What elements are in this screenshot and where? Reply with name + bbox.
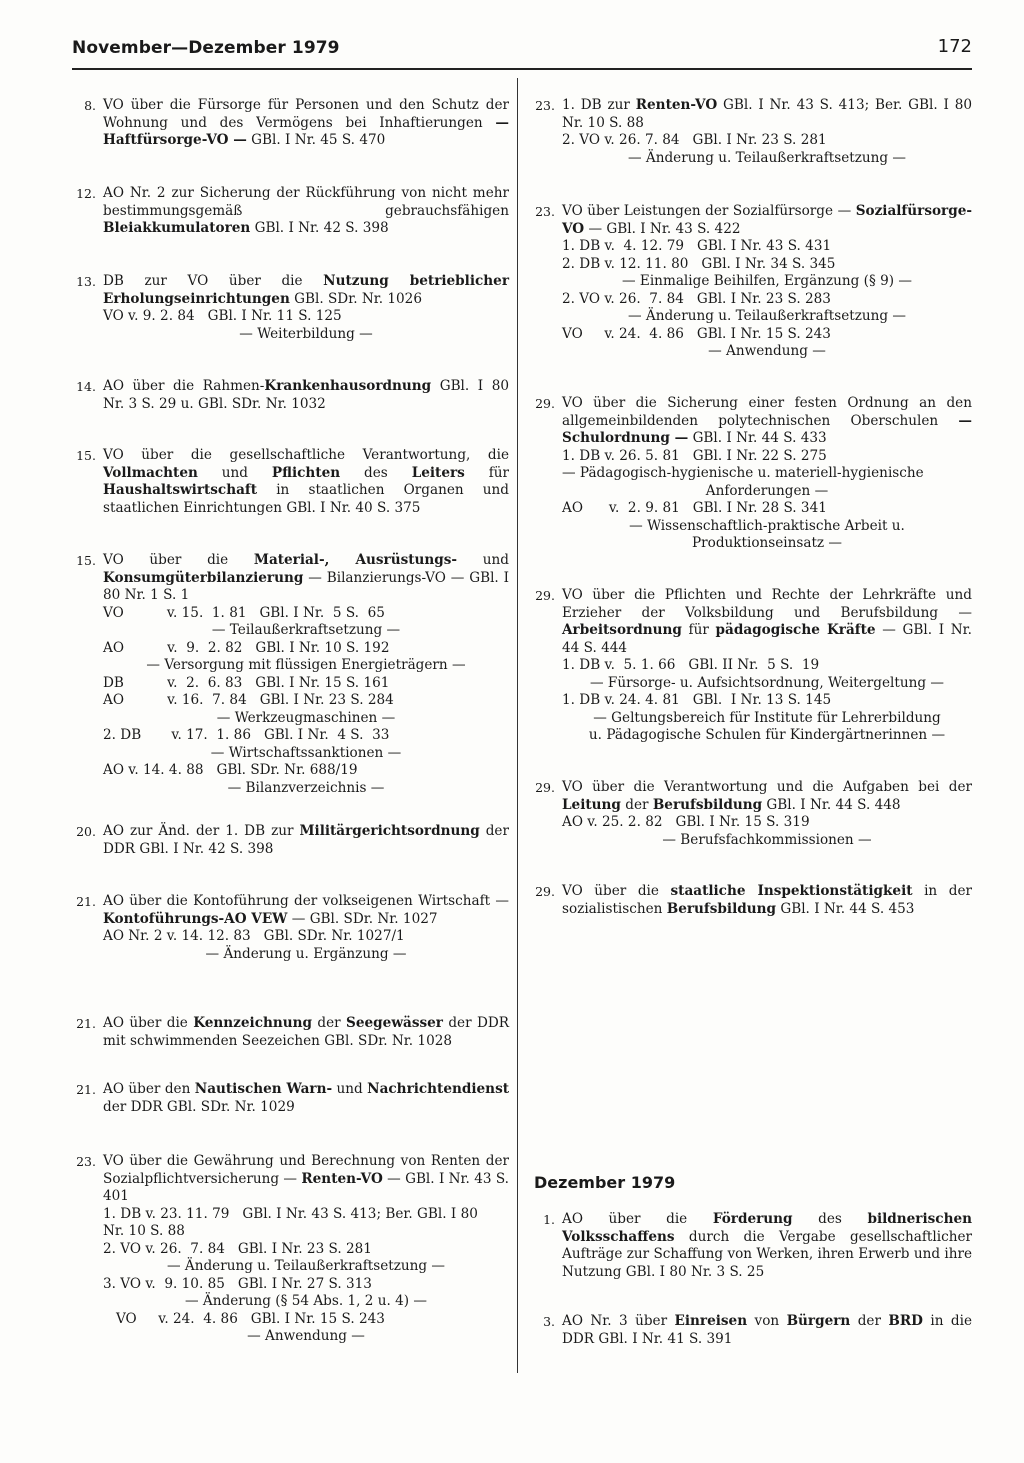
register-entry bbox=[72, 185, 509, 238]
entry-text: 1. DB zur bbox=[562, 97, 636, 113]
entry-keyword: — Haftfürsorge-VO — bbox=[103, 114, 509, 148]
entry-text: der bbox=[850, 1313, 889, 1329]
entry-text: AO über die Kontoführung der volkseigenen Wirtschaft — bbox=[103, 893, 509, 909]
entry-text: des bbox=[340, 464, 412, 481]
entry-note: — Bilanzverzeichnis — bbox=[227, 779, 385, 796]
entry-text: und bbox=[332, 1081, 368, 1097]
entry-amendment: VO v. 24. 4. 86 GBl. I Nr. 15 S. 243 bbox=[562, 325, 831, 342]
entry-text: VO über die bbox=[562, 883, 671, 899]
entry-keyword: Sozialfürsorge-VO bbox=[562, 203, 972, 237]
entry-note: — Änderung u. Teilaußerkraftsetzung — bbox=[627, 308, 906, 324]
entry-keyword: Nachrichtendienst bbox=[367, 1081, 509, 1097]
entry-title bbox=[103, 378, 509, 413]
entry-title bbox=[562, 97, 972, 132]
entry-text: VO über die Gewährung und Berechnung von Renten der Sozialpflichtversicherung — bbox=[103, 1153, 509, 1187]
entry-date-number: 21. bbox=[76, 894, 96, 909]
entry-amendment: 1. DB v. 23. 11. 79 GBl. I Nr. 43 S. 413; Ber. GBl. I 80 bbox=[103, 1205, 478, 1222]
entry-date-number: 29. bbox=[535, 396, 555, 411]
entry-date-number: 29. bbox=[535, 780, 555, 795]
entry-title bbox=[562, 1211, 972, 1281]
entry-keyword: Pflichten bbox=[271, 464, 341, 481]
entry-date-number: 3. bbox=[543, 1314, 555, 1329]
register-entry bbox=[531, 97, 972, 167]
entry-text: AO Nr. 3 über bbox=[562, 1313, 675, 1329]
entry-keyword: Leitung bbox=[562, 796, 621, 813]
entry-date-number: 23. bbox=[535, 98, 555, 113]
entry-title bbox=[562, 203, 972, 238]
entry-body bbox=[562, 883, 972, 918]
entry-note: — Änderung u. Teilaußerkraftsetzung — bbox=[166, 1258, 445, 1274]
entry-title bbox=[103, 185, 509, 238]
entry-text: und bbox=[197, 464, 272, 481]
entry-date-number: 15. bbox=[76, 553, 96, 568]
entry-amendment: AO v. 14. 4. 88 GBl. SDr. Nr. 688/19 bbox=[103, 762, 358, 778]
entry-body bbox=[103, 552, 509, 797]
entry-amendment: 2. VO v. 26. 7. 84 GBl. I Nr. 23 S. 281 bbox=[562, 132, 827, 148]
entry-body bbox=[562, 203, 972, 361]
entry-keyword: Leiters bbox=[411, 464, 465, 481]
entry-text: AO über die bbox=[562, 1211, 713, 1227]
entry-text: der bbox=[620, 796, 653, 813]
entry-keyword: Krankenhausordnung bbox=[264, 378, 432, 394]
entry-text: der DDR GBl. SDr. Nr. 1029 bbox=[103, 1098, 295, 1115]
entry-text: — GBl. I Nr. 43 S. 422 bbox=[584, 220, 741, 237]
entry-text: VO über die bbox=[103, 552, 254, 568]
entry-text: GBl. I Nr. 44 S. 448 bbox=[762, 796, 901, 813]
entry-amendment: VO v. 15. 1. 81 GBl. I Nr. 5 S. 65 bbox=[103, 604, 385, 621]
entry-title bbox=[103, 893, 509, 928]
page-number: 172 bbox=[937, 36, 972, 57]
entry-text: — GBl. SDr. Nr. 1027 bbox=[287, 910, 438, 927]
entry-keyword: Förderung bbox=[712, 1211, 793, 1227]
entry-date-number: 15. bbox=[76, 448, 96, 463]
entry-date-number: 14. bbox=[76, 379, 96, 394]
entry-keyword: Einreisen bbox=[674, 1313, 748, 1329]
entry-body bbox=[103, 1015, 509, 1050]
entry-title bbox=[562, 883, 972, 918]
entry-amendment: 1. DB v. 4. 12. 79 GBl. I Nr. 43 S. 431 bbox=[562, 238, 832, 254]
page-header bbox=[72, 34, 972, 70]
entry-amendment: AO v. 2. 9. 81 GBl. I Nr. 28 S. 341 bbox=[562, 500, 827, 516]
entry-amendment: 2. VO v. 26. 7. 84 GBl. I Nr. 23 S. 283 bbox=[562, 290, 831, 307]
entry-amendment: 2. DB v. 12. 11. 80 GBl. I Nr. 34 S. 345 bbox=[562, 255, 836, 272]
entry-body bbox=[562, 1313, 972, 1348]
entry-text: GBl. I Nr. 43 S. 413; Ber. GBl. I 80 Nr. 10 S. 88 bbox=[562, 97, 972, 131]
entry-keyword: Berufsbildung bbox=[652, 796, 763, 813]
entry-note: Anforderungen — bbox=[705, 482, 829, 499]
register-entry bbox=[72, 273, 509, 343]
entry-text: in die DDR GBl. I Nr. 41 S. 391 bbox=[562, 1313, 973, 1347]
entry-text: für bbox=[464, 464, 510, 481]
register-entry bbox=[72, 1081, 509, 1116]
entry-text: — Bilanzierungs-VO — GBl. I 80 Nr. 1 S. 1 bbox=[103, 569, 509, 603]
entry-keyword: Material-, Ausrüstungs- bbox=[253, 552, 458, 568]
entry-note: — Wirtschaftssanktionen — bbox=[210, 744, 402, 761]
entry-note: — Änderung (§ 54 Abs. 1, 2 u. 4) — bbox=[185, 1293, 427, 1309]
entry-text: von bbox=[747, 1313, 787, 1329]
register-entry bbox=[72, 823, 509, 858]
entry-note: Produktionseinsatz — bbox=[691, 535, 843, 551]
register-entry bbox=[72, 97, 509, 150]
entry-body bbox=[562, 779, 972, 849]
entry-body bbox=[103, 273, 509, 343]
entry-amendment: AO Nr. 2 v. 14. 12. 83 GBl. SDr. Nr. 1027/1 bbox=[103, 928, 405, 944]
entry-text: in der sozialistischen bbox=[562, 883, 972, 917]
entry-amendment: 2. DB v. 17. 1. 86 GBl. I Nr. 4 S. 33 bbox=[103, 727, 390, 743]
entry-body bbox=[103, 1081, 509, 1116]
entry-date-number: 29. bbox=[535, 884, 555, 899]
column-divider bbox=[517, 78, 518, 1373]
entry-date-number: 8. bbox=[84, 98, 96, 113]
entry-text: der DDR mit schwimmenden Seezeichen GBl. SDr. Nr. 1028 bbox=[103, 1015, 510, 1049]
register-entry bbox=[531, 779, 972, 849]
entry-text: GBl. I Nr. 42 S. 398 bbox=[250, 220, 389, 236]
entry-keyword: Renten-VO bbox=[635, 97, 718, 113]
register-entry bbox=[531, 395, 972, 553]
entry-note: — Anwendung — bbox=[247, 1328, 365, 1344]
entry-keyword: staatliche Inspektionstätigkeit bbox=[670, 883, 913, 899]
entry-text: VO über die Verantwortung und die Aufgaben bei der bbox=[562, 779, 972, 795]
entry-amendment: VO v. 9. 2. 84 GBl. I Nr. 11 S. 125 bbox=[103, 308, 342, 324]
entry-keyword: Nutzung betrieblicher Erholungseinrichtungen bbox=[103, 273, 509, 307]
entry-note: — Wissenschaftlich-praktische Arbeit u. bbox=[629, 517, 905, 534]
entry-note: — Fürsorge- u. Aufsichtsordnung, Weitergeltung — bbox=[590, 674, 944, 691]
entry-text: der DDR GBl. I Nr. 42 S. 398 bbox=[103, 823, 509, 857]
entry-amendment: DB v. 2. 6. 83 GBl. I Nr. 15 S. 161 bbox=[103, 674, 390, 691]
entry-keyword: Bleiakkumulatoren bbox=[103, 220, 251, 236]
entry-body bbox=[562, 1211, 972, 1281]
entry-keyword: Kontoführungs-AO VEW bbox=[103, 910, 288, 927]
entry-note: — Weiterbildung — bbox=[239, 325, 373, 342]
entry-text: GBl. I 80 Nr. 3 S. 29 u. GBl. SDr. Nr. 1032 bbox=[103, 378, 509, 412]
entry-title bbox=[103, 273, 509, 308]
entry-keyword: Militärgerichtsordnung bbox=[299, 823, 480, 839]
register-entry bbox=[531, 203, 972, 361]
entry-amendment: AO v. 9. 2. 82 GBl. I Nr. 10 S. 192 bbox=[103, 639, 390, 656]
entry-text: GBl. I Nr. 44 S. 453 bbox=[776, 900, 915, 917]
entry-text: durch die Vergabe gesellschaftlicher Aufträge zur Schaffung von Werken, ihren Erwerb und ihre Nutzung GBl. I 80 Nr. 3 S. 25 bbox=[562, 1228, 972, 1280]
register-entry bbox=[531, 1211, 972, 1281]
entry-keyword: pädagogische Kräfte bbox=[715, 622, 876, 638]
entry-title bbox=[103, 1081, 509, 1116]
entry-amendment: AO v. 16. 7. 84 GBl. I Nr. 23 S. 284 bbox=[103, 692, 394, 708]
entry-keyword: Seegewässer bbox=[346, 1015, 443, 1031]
entry-amendment: — Pädagogisch-hygienische u. materiell-hygienische bbox=[562, 465, 924, 481]
entry-keyword: Kennzeichnung bbox=[193, 1015, 313, 1031]
register-entry bbox=[531, 587, 972, 745]
entry-text: für bbox=[681, 622, 716, 638]
entry-text: und bbox=[457, 552, 509, 568]
entry-amendment: 2. VO v. 26. 7. 84 GBl. I Nr. 23 S. 281 bbox=[103, 1240, 372, 1257]
entry-keyword: — Schulordnung — bbox=[562, 412, 972, 446]
entry-keyword: bildnerischen Volksschaffens bbox=[562, 1211, 972, 1245]
entry-keyword: Renten-VO bbox=[301, 1170, 383, 1187]
entry-note: — Änderung u. Ergänzung — bbox=[205, 945, 407, 962]
entry-body bbox=[103, 893, 509, 963]
entry-date-number: 29. bbox=[535, 588, 555, 603]
entry-body bbox=[103, 823, 509, 858]
entry-amendment: AO v. 25. 2. 82 GBl. I Nr. 15 S. 319 bbox=[562, 814, 810, 830]
entry-text: — GBl. I Nr. 43 S. 401 bbox=[103, 1170, 510, 1204]
entry-body bbox=[103, 1153, 509, 1346]
entry-text: VO über die Sicherung einer festen Ordnung an den allgemeinbildenden polytechnischen Oberschulen bbox=[562, 395, 972, 429]
entry-title bbox=[562, 395, 972, 448]
entry-body bbox=[103, 185, 509, 238]
entry-text: VO über die Pflichten und Rechte der Lehrkräfte und Erzieher der Volksbildung und Berufsbildung — bbox=[562, 587, 972, 621]
entry-text: AO über die Rahmen- bbox=[103, 378, 265, 394]
entry-text: GBl. I Nr. 44 S. 433 bbox=[688, 430, 827, 446]
entry-text: — GBl. I Nr. 44 S. 444 bbox=[562, 622, 972, 656]
entry-amendment: 1. DB v. 24. 4. 81 GBl. I Nr. 13 S. 145 bbox=[562, 692, 832, 708]
entry-text: in staatlichen Organen und staatlichen Einrichtungen GBl. I Nr. 40 S. 375 bbox=[103, 482, 509, 516]
entry-date-number: 13. bbox=[76, 274, 96, 289]
entry-date-number: 21. bbox=[76, 1082, 96, 1097]
entry-title bbox=[103, 1015, 509, 1050]
entry-amendment: 3. VO v. 9. 10. 85 GBl. I Nr. 27 S. 313 bbox=[103, 1275, 372, 1292]
entry-date-number: 12. bbox=[76, 186, 96, 201]
entry-keyword: Bürgern bbox=[786, 1313, 851, 1329]
entry-text: DB zur VO über die bbox=[103, 273, 324, 289]
entry-body bbox=[103, 378, 509, 413]
entry-text: AO über die bbox=[103, 1015, 194, 1031]
entry-body bbox=[562, 587, 972, 745]
entry-body bbox=[103, 447, 509, 517]
entry-text: VO über Leistungen der Sozialfürsorge — bbox=[562, 203, 856, 219]
entry-keyword: BRD bbox=[888, 1313, 923, 1329]
entry-keyword: Haushaltswirtschaft bbox=[103, 482, 258, 498]
entry-date-number: 23. bbox=[535, 204, 555, 219]
entry-body bbox=[562, 395, 972, 553]
register-entry bbox=[72, 378, 509, 413]
entry-title bbox=[562, 1313, 972, 1348]
entry-text: der bbox=[312, 1015, 347, 1031]
entry-date-number: 20. bbox=[76, 824, 96, 839]
entry-note: — Teilaußerkraftsetzung — bbox=[211, 622, 401, 638]
entry-date-number: 21. bbox=[76, 1016, 96, 1031]
entry-date-number: 1. bbox=[543, 1212, 555, 1227]
entry-text: GBl. SDr. Nr. 1026 bbox=[289, 290, 422, 307]
register-entry bbox=[531, 883, 972, 918]
entry-title bbox=[103, 1153, 509, 1206]
entry-note: — Einmalige Beihilfen, Ergänzung (§ 9) — bbox=[622, 273, 912, 289]
page-header-title: November—Dezember 1979 bbox=[72, 38, 340, 58]
entry-text: des bbox=[792, 1211, 868, 1227]
entry-keyword: Arbeitsordnung bbox=[562, 622, 682, 638]
entry-note: — Versorgung mit flüssigen Energieträgern — bbox=[146, 657, 466, 673]
entry-text: AO über den bbox=[103, 1081, 195, 1097]
entry-note: — Anwendung — bbox=[708, 343, 826, 359]
section-heading: Dezember 1979 bbox=[534, 1173, 676, 1192]
entry-title bbox=[562, 587, 972, 657]
entry-text: AO Nr. 2 zur Sicherung der Rückführung von nicht mehr bestimmungsgemäß gebrauchsfähigen bbox=[103, 185, 509, 219]
entry-keyword: Vollmachten bbox=[103, 464, 198, 481]
entry-amendment: VO v. 24. 4. 86 GBl. I Nr. 15 S. 243 bbox=[103, 1310, 385, 1327]
entry-keyword: Konsumgüterbilanzierung bbox=[103, 569, 304, 586]
entry-text: GBl. I Nr. 45 S. 470 bbox=[246, 132, 386, 148]
entry-note: — Geltungsbereich für Institute für Lehrerbildung bbox=[593, 709, 941, 726]
entry-title bbox=[103, 447, 509, 517]
entry-note: u. Pädagogische Schulen für Kindergärtnerinnen — bbox=[588, 727, 946, 743]
register-entry bbox=[72, 447, 509, 517]
register-entry bbox=[531, 1313, 972, 1348]
entry-amendment: 1. DB v. 5. 1. 66 GBl. II Nr. 5 S. 19 bbox=[562, 657, 820, 673]
entry-title bbox=[103, 97, 509, 150]
entry-body bbox=[562, 97, 972, 167]
entry-body bbox=[103, 97, 509, 150]
entry-title bbox=[562, 779, 972, 814]
register-entry bbox=[72, 1153, 509, 1346]
entry-note: — Werkzeugmaschinen — bbox=[216, 709, 396, 726]
entry-note: — Berufsfachkommissionen — bbox=[662, 831, 872, 848]
entry-amendment: Nr. 10 S. 88 bbox=[103, 1223, 185, 1239]
register-entry bbox=[72, 893, 509, 963]
entry-text: VO über die Fürsorge für Personen und den Schutz der Wohnung und des Vermögens bei Inhaftierungen bbox=[103, 97, 509, 131]
entry-keyword: Nautischen Warn- bbox=[194, 1081, 333, 1097]
entry-title bbox=[103, 823, 509, 858]
entry-note: — Änderung u. Teilaußerkraftsetzung — bbox=[627, 149, 906, 166]
entry-keyword: Berufsbildung bbox=[666, 900, 777, 917]
entry-amendment: 1. DB v. 26. 5. 81 GBl. I Nr. 22 S. 275 bbox=[562, 447, 827, 464]
entry-title bbox=[103, 552, 509, 605]
entry-date-number: 23. bbox=[76, 1154, 96, 1169]
register-entry bbox=[72, 552, 509, 797]
entry-text: AO zur Änd. der 1. DB zur bbox=[103, 823, 300, 839]
register-entry bbox=[72, 1015, 509, 1050]
entry-text: VO über die gesellschaftliche Verantwortung, die bbox=[103, 447, 509, 463]
